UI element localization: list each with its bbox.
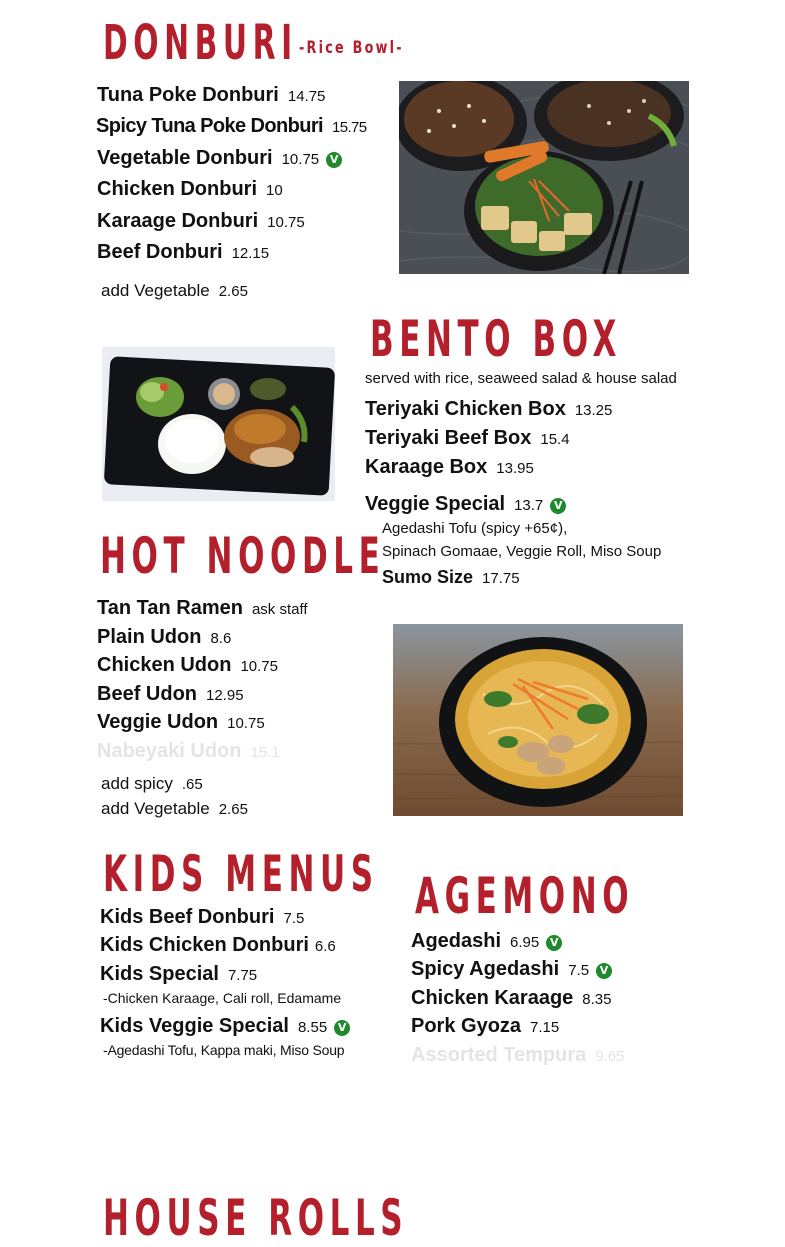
menu-item	[411, 931, 562, 951]
item-name: Karaage Box	[365, 456, 488, 478]
item-name: Tuna Poke Donburi	[97, 84, 279, 106]
item-name: Spicy Agedashi	[411, 958, 560, 980]
item-price: 7.15	[530, 1019, 560, 1036]
item-name: Tan Tan Ramen	[97, 597, 243, 619]
item-name: Chicken Karaage	[411, 987, 574, 1009]
agemono-title: AGEMONO	[415, 867, 635, 925]
menu-item	[411, 1016, 559, 1036]
menu-item	[97, 242, 269, 262]
item-name: Chicken Donburi	[97, 178, 258, 200]
menu-item	[97, 627, 231, 647]
item-name: Chicken Udon	[97, 654, 232, 676]
item-price: 9.65	[595, 1048, 625, 1065]
item-name: Kids Special	[100, 963, 219, 985]
item-price: 17.75	[482, 570, 520, 587]
menu-item-unavailable	[97, 741, 280, 761]
menu-item	[382, 568, 520, 587]
item-price: 8.6	[210, 630, 232, 647]
veggie-special-detail: Spinach Gomaae, Veggie Roll, Miso Soup	[382, 543, 662, 560]
item-price: 15.1	[250, 744, 280, 761]
item-name: Agedashi	[411, 930, 502, 952]
menu-item	[97, 598, 308, 618]
item-price: 6.95	[510, 934, 540, 951]
vegetarian-icon: V	[546, 935, 562, 951]
item-price: 14.75	[287, 88, 326, 105]
item-name: Sumo Size	[382, 567, 474, 587]
donburi-title: DONBURI	[103, 15, 298, 71]
addon-item	[101, 282, 248, 300]
item-price: 12.95	[206, 687, 244, 704]
menu-item	[97, 148, 342, 168]
item-price: 8.35	[582, 991, 612, 1008]
addon-item	[101, 775, 203, 793]
item-name: Veggie Special	[365, 493, 506, 515]
item-name: Beef Udon	[97, 683, 197, 705]
menu-item-unavailable	[411, 1045, 624, 1065]
item-name: Teriyaki Chicken Box	[365, 398, 566, 420]
menu-item	[96, 116, 367, 136]
kids-veggie-detail: -Agedashi Tofu, Kappa maki, Miso Soup	[103, 1042, 345, 1058]
bento-photo	[102, 347, 335, 501]
addon-name: add Vegetable	[101, 799, 210, 818]
item-price: 15.75	[331, 119, 367, 136]
menu-item	[365, 457, 534, 477]
bento-photo-art	[102, 347, 335, 501]
item-name: Vegetable Donburi	[97, 147, 273, 169]
item-name: Veggie Udon	[97, 711, 219, 733]
item-name: Kids Chicken Donburi	[100, 934, 309, 956]
vegetarian-icon: V	[326, 152, 342, 168]
menu-item	[97, 712, 265, 732]
menu-item	[100, 935, 336, 955]
item-name: Beef Donburi	[97, 241, 223, 263]
item-price: 13.7	[514, 497, 544, 514]
menu-item	[411, 959, 612, 979]
item-price: ask staff	[251, 601, 308, 618]
addon-price: 2.65	[218, 283, 248, 300]
item-price: 10.75	[281, 151, 320, 168]
menu-item	[97, 655, 278, 675]
veggie-special-detail: Agedashi Tofu (spicy +65¢),	[382, 520, 568, 537]
vegetarian-icon: V	[334, 1020, 350, 1036]
menu-item	[100, 1016, 350, 1036]
item-name: Teriyaki Beef Box	[365, 427, 532, 449]
menu-item	[100, 964, 257, 984]
item-name: Kids Beef Donburi	[100, 906, 275, 928]
menu-item	[97, 211, 305, 231]
addon-name: add Vegetable	[101, 281, 210, 300]
item-name: Kids Veggie Special	[100, 1015, 289, 1037]
item-price: 7.5	[568, 962, 590, 979]
donburi-subtitle: -Rice Bowl-	[299, 38, 404, 58]
item-name: Pork Gyoza	[411, 1015, 522, 1037]
addon-price: 2.65	[218, 801, 248, 818]
item-name: Spicy Tuna Poke Donburi	[96, 115, 323, 137]
item-price: 7.5	[283, 910, 305, 927]
item-price: 10.75	[227, 715, 265, 732]
item-name: Nabeyaki Udon	[97, 740, 242, 762]
menu-item	[97, 684, 244, 704]
kids-menu-title: KIDS MENUS	[103, 845, 379, 903]
item-price: 7.75	[227, 967, 258, 984]
kids-special-detail: -Chicken Karaage, Cali roll, Edamame	[103, 990, 342, 1006]
ramen-photo-art	[393, 624, 683, 816]
bento-title: BENTO BOX	[370, 310, 623, 368]
menu-item	[100, 907, 304, 927]
bento-description: served with rice, seaweed salad & house salad	[365, 370, 677, 387]
addon-price: .65	[181, 776, 203, 793]
item-price: 10.75	[240, 658, 278, 675]
item-price: 10	[266, 182, 283, 199]
donburi-photo-art	[399, 81, 689, 274]
donburi-photo	[399, 81, 689, 274]
item-name: Karaage Donburi	[97, 210, 259, 232]
item-name: Plain Udon	[97, 626, 202, 648]
addon-item	[101, 800, 248, 818]
vegetarian-icon: V	[550, 498, 566, 514]
item-price: 12.15	[231, 245, 270, 262]
hot-noodle-title: HOT NOODLE	[100, 527, 386, 585]
menu-item	[365, 428, 570, 448]
ramen-photo	[393, 624, 683, 816]
house-rolls-title: HOUSE ROLLS	[103, 1189, 409, 1247]
addon-name: add spicy	[101, 774, 173, 793]
menu-item	[365, 399, 612, 419]
item-price: 13.25	[574, 402, 613, 419]
item-price: 13.95	[496, 460, 534, 477]
item-name: Assorted Tempura	[411, 1044, 587, 1066]
item-price: 6.6	[314, 938, 336, 955]
menu-item	[411, 988, 612, 1008]
menu-item	[97, 85, 325, 105]
vegetarian-icon: V	[596, 963, 612, 979]
item-price: 15.4	[540, 431, 570, 448]
menu-item	[97, 179, 283, 199]
menu-item	[365, 494, 566, 514]
item-price: 10.75	[267, 214, 305, 231]
item-price: 8.55	[297, 1019, 328, 1036]
